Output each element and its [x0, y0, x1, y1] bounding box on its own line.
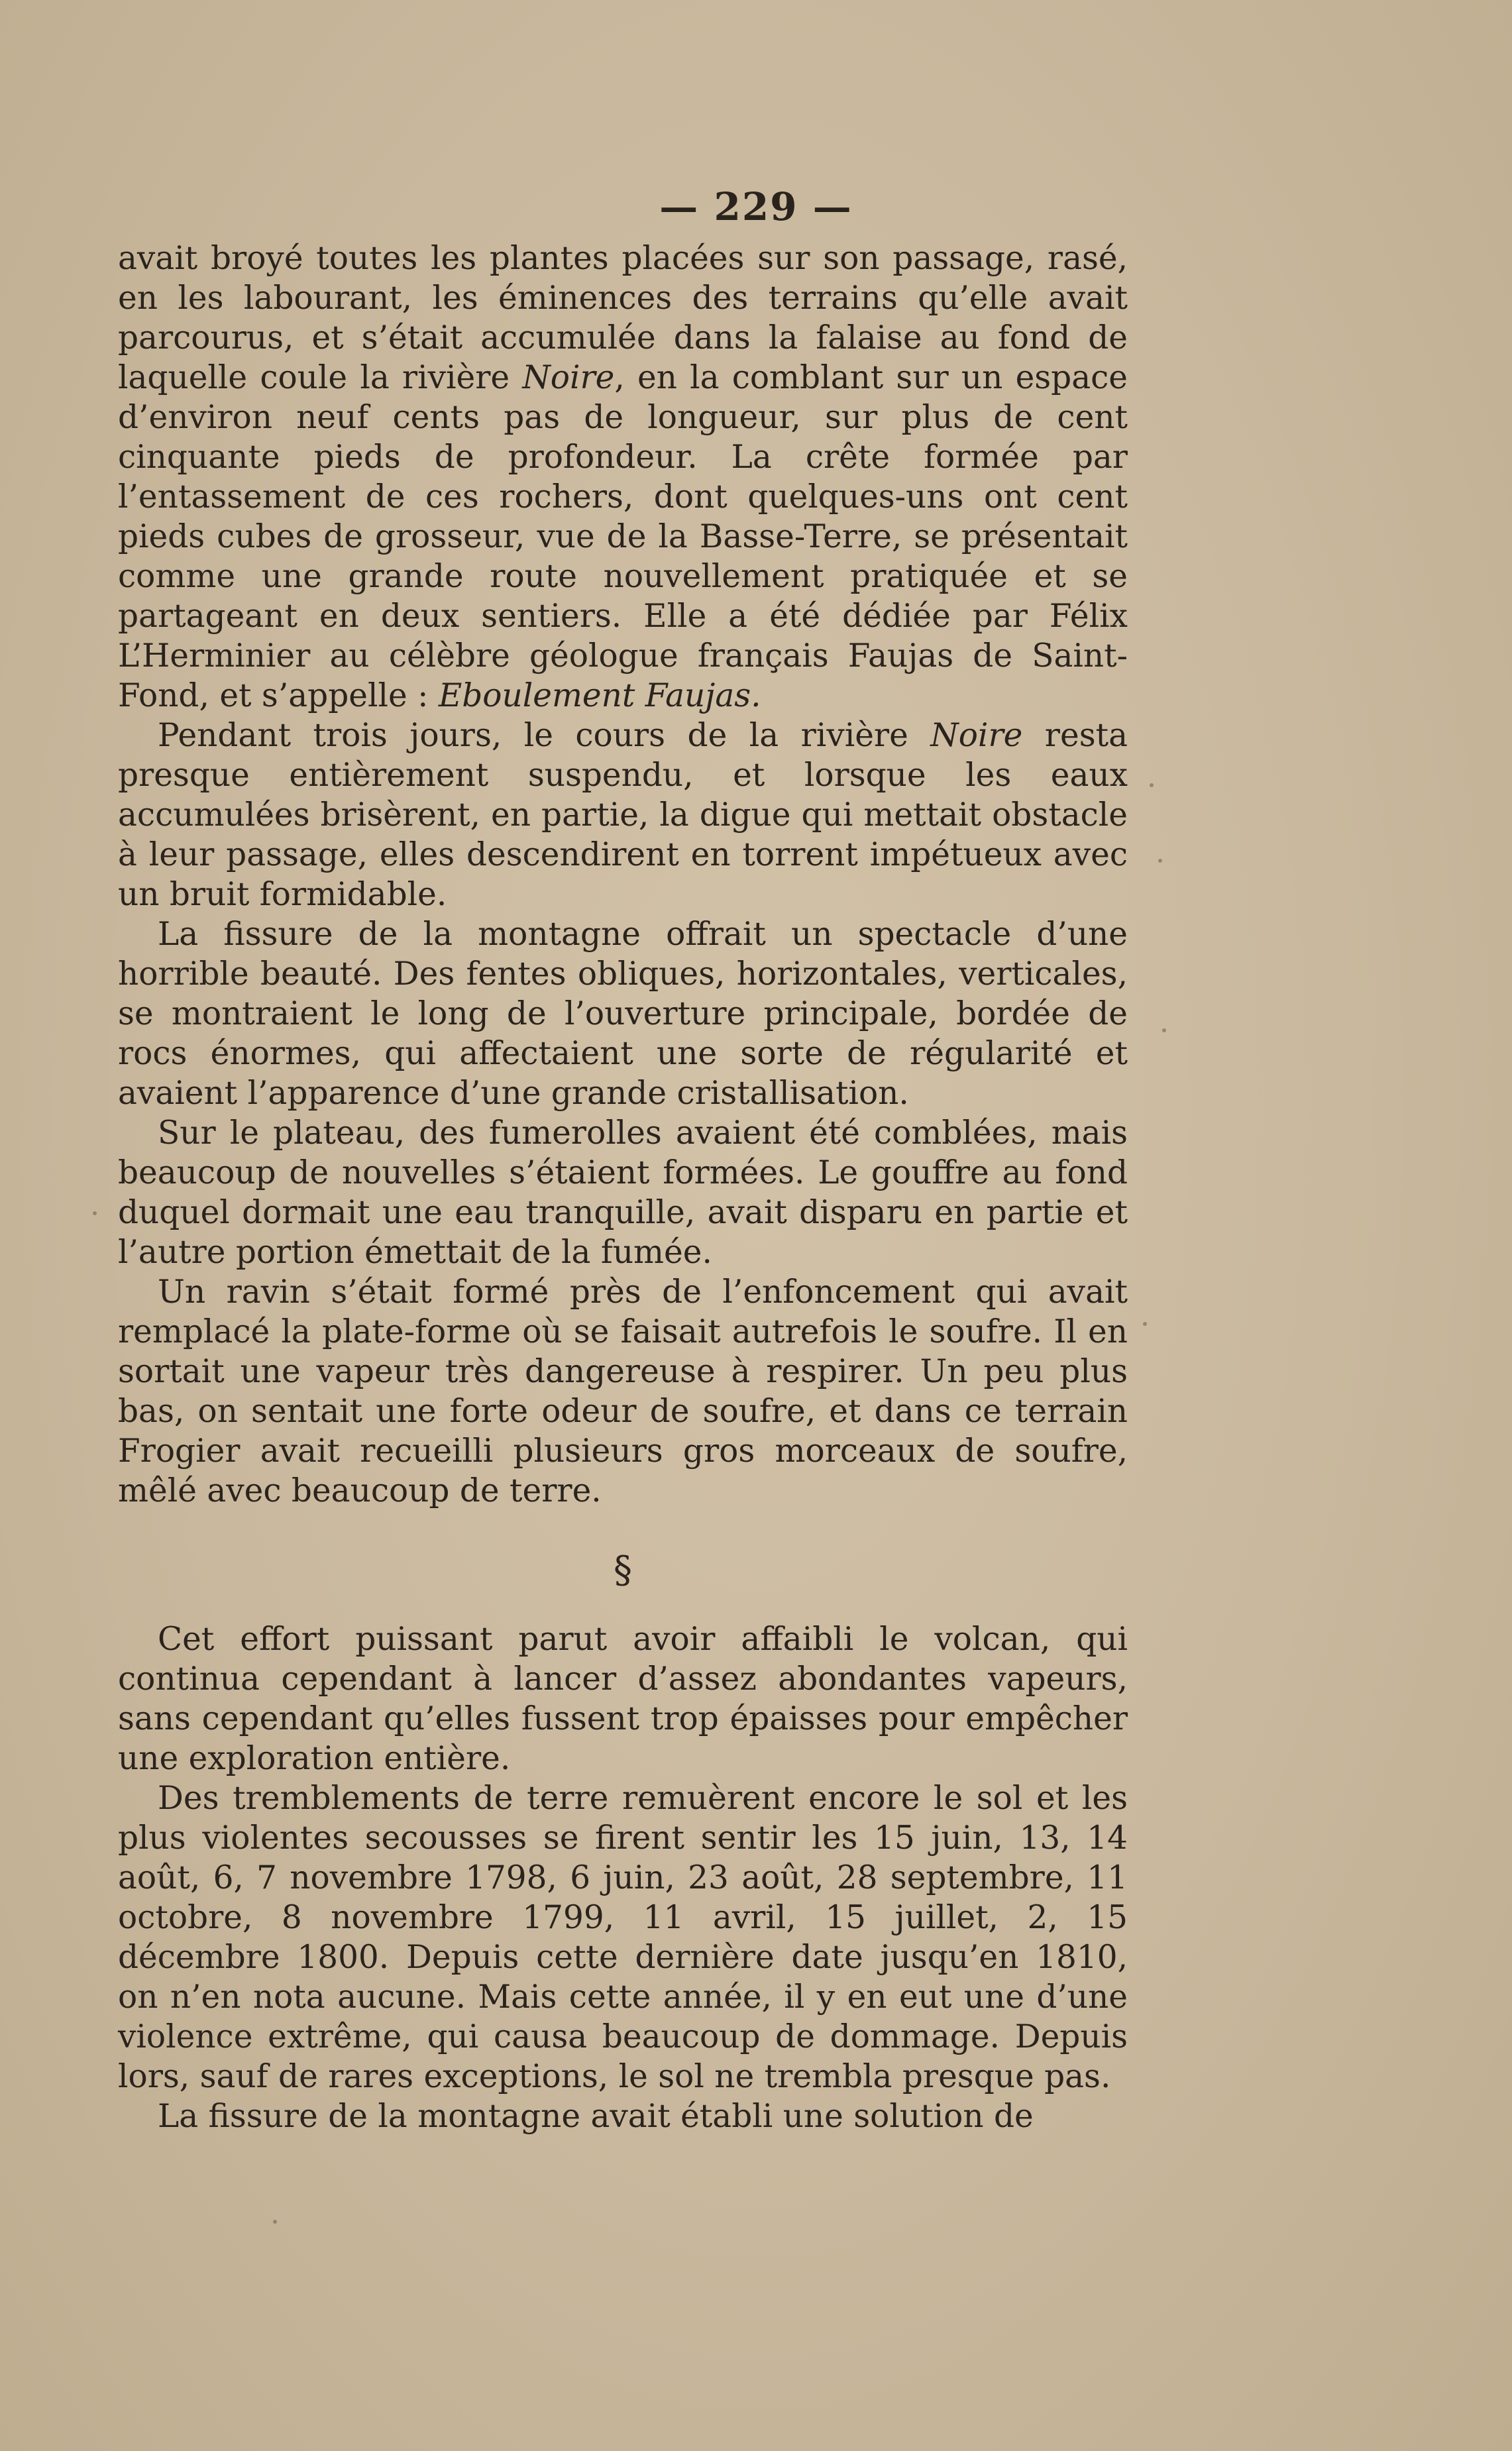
text-segment: , en la comblant sur un espace d’environ neuf cents pas de longueur, sur plus de cent cinquante pieds de profondeur. La crête formée par l’entassement de ces rochers, dont quelques-uns ont cent pieds cubes de grosseur, vue de la Basse-Terre, se présentait comme une grande route nouvellement pratiquée et se partageant en deux sentiers. Elle a été dédiée par Félix L’Herminier au célèbre géologue français Faujas de Saint-Fond, et s’appelle : [118, 359, 1128, 714]
paragraph [118, 1113, 1128, 1272]
italic-text: Eboulement Faujas. [438, 677, 761, 714]
paragraphs-before-section [118, 239, 1128, 1511]
paragraph [118, 914, 1128, 1113]
page-number: — 229 — [659, 184, 853, 229]
paragraph [118, 1778, 1128, 2097]
text-segment: La fissure de la montagne offrait un spectacle d’une horrible beauté. Des fentes obliques, horizontales, verticales, se montraient le long de l’ouverture principale, bordée de rocs énormes, qui affectaient une sorte de régularité et avaient l’apparence d’une grande cristallisation. [118, 916, 1128, 1112]
text-segment: Cet effort puissant parut avoir affaibli le volcan, qui continua cependant à lancer d’assez abondantes vapeurs, sans cependant qu’elles fussent trop épaisses pour empêcher une exploration entière. [118, 1621, 1128, 1777]
paragraph [118, 2097, 1128, 2136]
section-mark: § [614, 1549, 632, 1592]
paragraph [118, 716, 1128, 914]
paragraph [118, 1619, 1128, 1778]
paper-speck [1143, 1322, 1147, 1326]
paragraph [118, 1272, 1128, 1511]
italic-text: Noire [522, 359, 615, 396]
paragraph [118, 239, 1128, 716]
paper-speck [1162, 1028, 1166, 1032]
paper-speck [1150, 783, 1154, 787]
text-segment: resta presque entièrement suspendu, et lorsque les eaux accumulées brisèrent, en partie, la digue qui mettait obstacle à leur passage, elles descendirent en torrent impétueux avec un bruit formidable. [118, 717, 1128, 913]
text-segment: Sur le plateau, des fumerolles avaient été comblées, mais beaucoup de nouvelles s’étaient formées. Le gouffre au fond duquel dormait une eau tranquille, avait disparu en partie et l’autre portion émettait de la fumée. [118, 1115, 1128, 1271]
paper-speck [273, 2220, 277, 2224]
text-segment: Pendant trois jours, le cours de la rivière [158, 717, 931, 754]
text-segment: Un ravin s’était formé près de l’enfoncement qui avait remplacé la plate-forme où se faisait autrefois le soufre. Il en sortait une vapeur très dangereuse à respirer. Un peu plus bas, on sentait une forte odeur de soufre, et dans ce terrain Frogier avait recueilli plusieurs gros morceaux de soufre, mêlé avec beaucoup de terre. [118, 1274, 1128, 1509]
paper-speck [93, 1211, 97, 1215]
text-segment: Des tremblements de terre remuèrent encore le sol et les plus violentes secousses se firent sentir les 15 juin, 13, 14 août, 6, 7 novembre 1798, 6 juin, 23 août, 28 septembre, 11 octobre, 8 novembre 1799, 11 avril, 15 juillet, 2, 15 décembre 1800. Depuis cette dernière date jusqu’en 1810, on n’en nota aucune. Mais cette année, il y en eut une d’une violence extrême, qui causa beaucoup de dommage. Depuis lors, sauf de rares exceptions, le sol ne trembla presque pas. [118, 1780, 1128, 2095]
text-segment: avait broyé toutes les plantes placées sur son passage, rasé, en les labourant, les éminences des terrains qu’elle avait parcourus, et s’était accumulée dans la falaise au fond de laquelle coule la rivière [118, 240, 1128, 396]
text-segment: La fissure de la montagne avait établi une solution de [158, 2098, 1034, 2135]
paper-speck [1158, 859, 1162, 863]
paragraphs-after-section [118, 1619, 1128, 2136]
italic-text: Noire [930, 717, 1023, 754]
body-text [118, 239, 1128, 2136]
